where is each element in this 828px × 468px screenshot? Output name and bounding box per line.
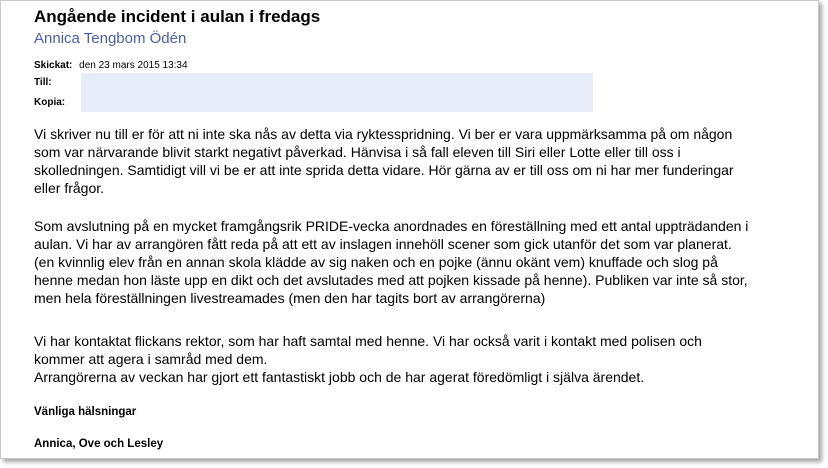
body-paragraph-3 [34, 332, 814, 386]
email-subject: Angående incident i aulan i fredags [34, 7, 321, 26]
closing-greeting: Vänliga hälsningar [34, 406, 137, 418]
to-row [34, 77, 52, 88]
body-line: Arrangörerna av veckan har gjort ett fantastiskt jobb och de har agerat föredömligt i själva ärendet. [34, 369, 645, 385]
body-line: (en kvinnlig elev från en annan skola klädde av sig naken och en pojke (ännu okänt vem) knuffade och slog på [34, 254, 718, 270]
cc-label: Kopia: [34, 97, 66, 108]
sent-row [34, 60, 188, 71]
body-line: kommer att agera i samråd med dem. [34, 351, 268, 367]
cc-recipients-redacted [81, 88, 593, 112]
body-line: henne medan hon läste upp en dikt och det avslutades med att pojken kissade på henne). Publiken var inte så stor, [34, 272, 748, 288]
sent-label: Skickat: [34, 60, 73, 71]
signature: Annica, Ove och Lesley [34, 438, 164, 450]
to-recipients-redacted [81, 73, 593, 89]
body-line: eller frågor. [34, 180, 105, 196]
cc-row [34, 97, 65, 108]
email-sender[interactable]: Annica Tengbom Ödén [34, 30, 187, 47]
body-line: men hela föreställningen livestreamades (men den har tagits bort av arrangörerna) [34, 290, 546, 306]
body-line: Vi har kontaktat flickans rektor, som har haft samtal med henne. Vi har också varit i kontakt med polisen och [34, 333, 702, 349]
to-label: Till: [34, 77, 52, 88]
body-line: Vi skriver nu till er för att ni inte ska nås av detta via ryktesspridning. Vi ber er vara uppmärksamma på om någon [34, 126, 733, 142]
body-paragraph-2 [34, 217, 814, 307]
body-line: aulan. Vi har av arrangören fått reda på att ett av inslagen innehöll scener som gick utanför det som var planerat. [34, 236, 732, 252]
body-line: skolledningen. Samtidigt vill vi be er att inte sprida detta vidare. Hör gärna av er till oss om ni har mer funderingar [34, 162, 734, 178]
body-paragraph-1 [34, 125, 814, 197]
body-line: som var närvarande blivit starkt negativt påverkad. Hänvisa i så fall eleven till Siri eller Lotte eller till oss i [34, 144, 681, 160]
sent-value: den 23 mars 2015 13:34 [79, 60, 188, 71]
body-line: Som avslutning på en mycket framgångsrik PRIDE-vecka anordnades en föreställning med ett antal uppträdanden i [34, 218, 749, 234]
